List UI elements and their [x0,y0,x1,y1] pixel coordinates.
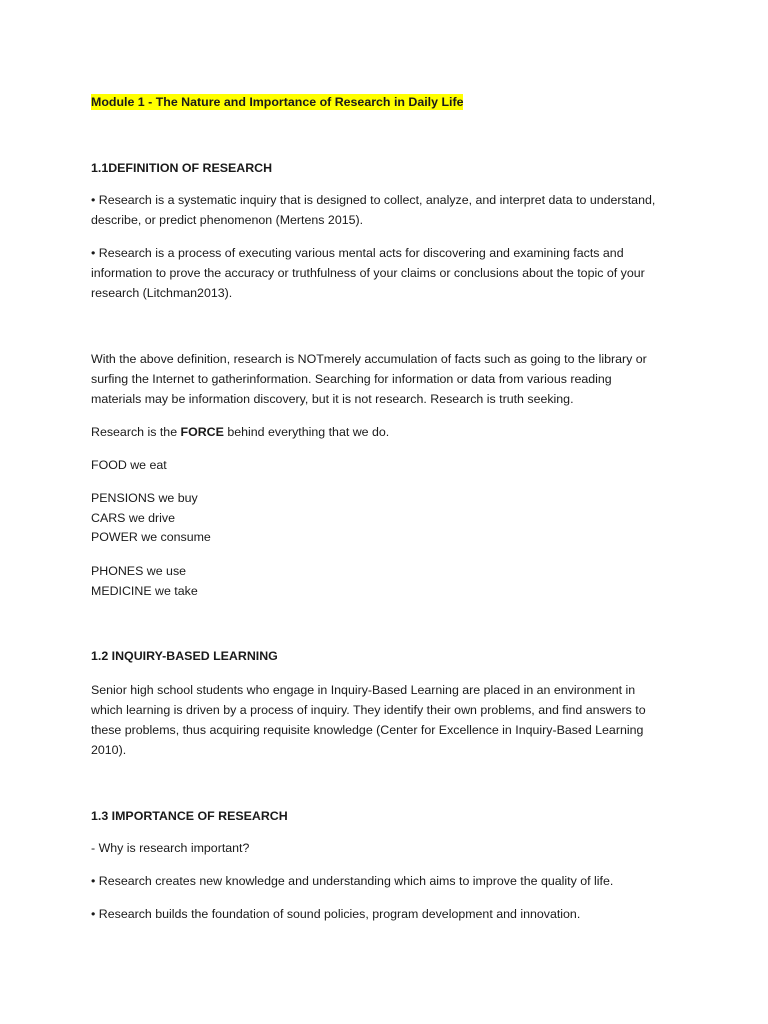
inquiry-paragraph-line-2: which learning is driven by a process of inquiry. They identify their own problems, and find answers to [91,703,646,717]
section-heading-inquiry: 1.2 INQUIRY-BASED LEARNING [91,649,278,663]
force-suffix: behind everything that we do. [223,425,390,439]
definition-bullet-1-line-2: describe, or predict phenomenon (Mertens 2015). [91,213,364,227]
section-heading-importance: 1.3 IMPORTANCE OF RESEARCH [91,809,288,823]
list-item: POWER we consume [91,530,211,544]
module-title [91,92,463,112]
inquiry-paragraph-line-4: 2010). [91,743,127,757]
list-item: FOOD we eat [91,458,167,472]
list-item: PENSIONS we buy [91,491,198,505]
inquiry-paragraph-line-3: these problems, thus acquiring requisite knowledge (Center for Excellence in Inquiry-Based Learning [91,723,644,737]
definition-bullet-1-line-1: • Research is a systematic inquiry that is designed to collect, analyze, and interpret data to understand, [91,193,656,207]
definition-paragraph-line-1: With the above definition, research is NOTmerely accumulation of facts such as going to the library or [91,352,647,366]
force-prefix: Research is the [91,425,181,439]
section-heading-definition: 1.1DEFINITION OF RESEARCH [91,161,273,175]
list-item: CARS we drive [91,511,176,525]
definition-bullet-2-line-2: information to prove the accuracy or truthfulness of your claims or conclusions about the topic of your [91,266,645,280]
importance-bullet-2: • Research builds the foundation of sound policies, program development and innovation. [91,907,581,921]
module-title-text: Module 1 - The Nature and Importance of Research in Daily Life [91,95,464,109]
inquiry-paragraph-line-1: Senior high school students who engage in Inquiry-Based Learning are placed in an environment in [91,683,636,697]
definition-bullet-2-line-1: • Research is a process of executing various mental acts for discovering and examining facts and [91,246,624,260]
force-statement [91,422,389,442]
force-bold: FORCE [180,425,224,439]
list-item: PHONES we use [91,564,187,578]
definition-paragraph-line-2: surfing the Internet to gatherinformation. Searching for information or data from various reading [91,372,612,386]
definition-paragraph-line-3: materials may be information discovery, but it is not research. Research is truth seeking. [91,392,574,406]
list-item: MEDICINE we take [91,584,198,598]
importance-question: - Why is research important? [91,841,250,855]
importance-bullet-1: • Research creates new knowledge and understanding which aims to improve the quality of life. [91,874,614,888]
definition-bullet-2-line-3: research (Litchman2013). [91,286,233,300]
